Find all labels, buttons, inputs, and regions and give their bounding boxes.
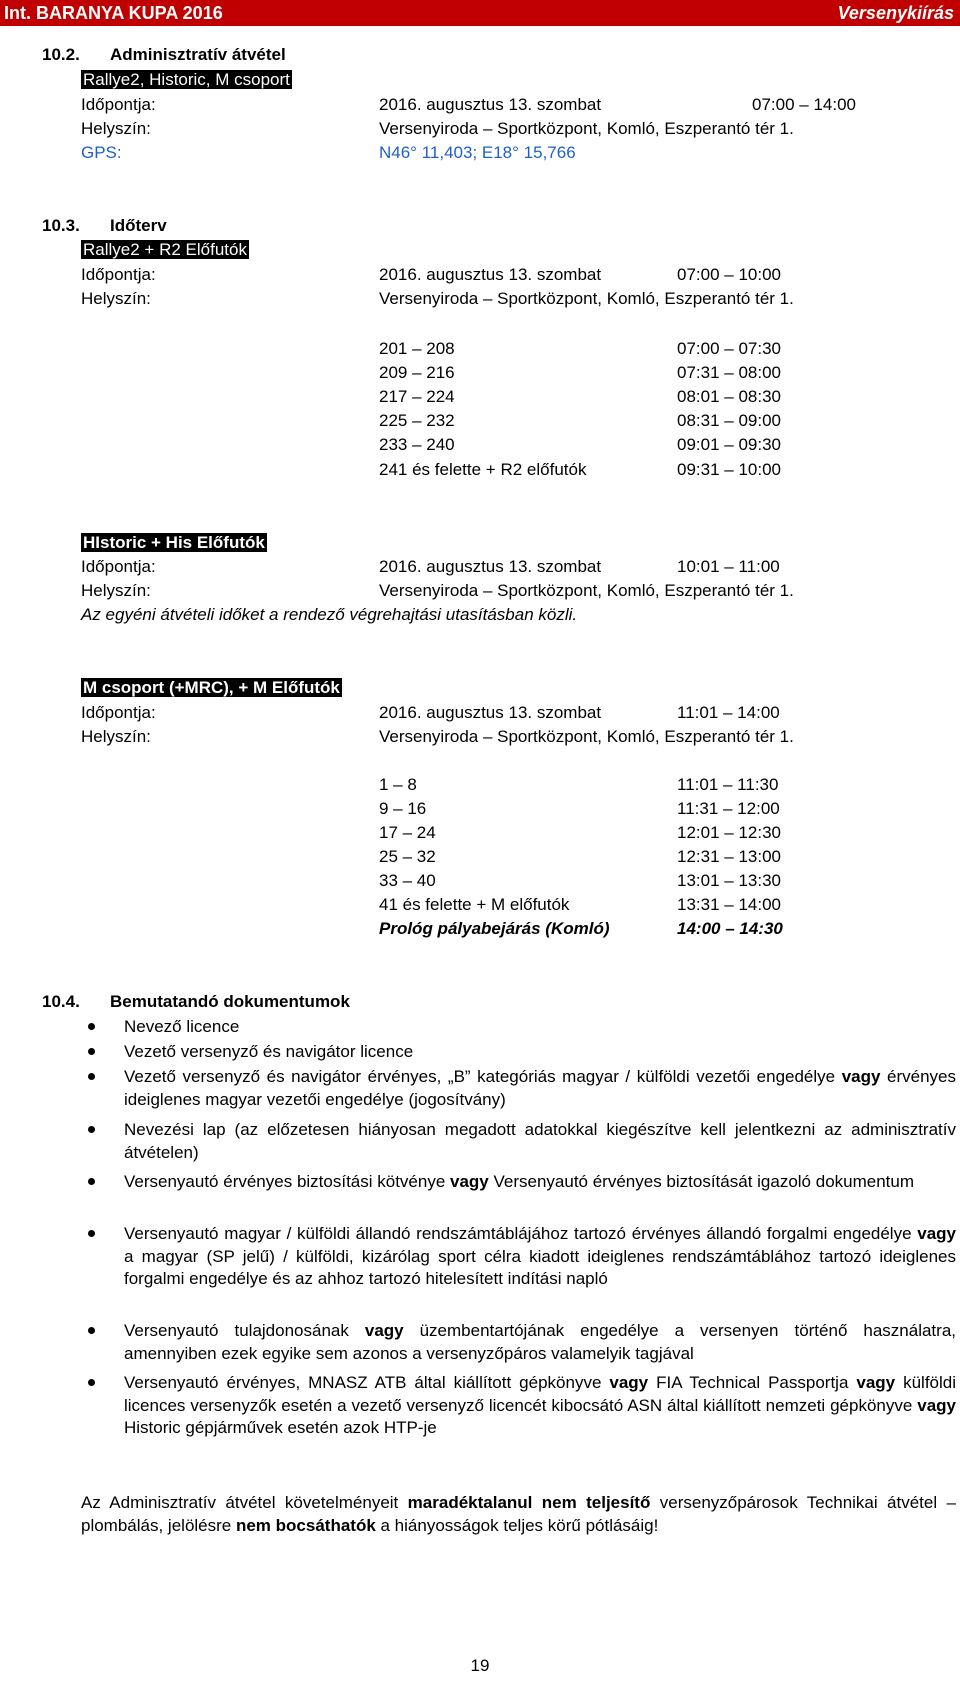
prolog-label: Prológ pályabejárás (Komló)	[379, 919, 610, 938]
schedule-time: 09:01 – 09:30	[677, 435, 781, 454]
place-value: Versenyiroda – Sportközpont, Komló, Eszperantó tér 1.	[379, 289, 794, 308]
group-title: Rallye2, Historic, M csoport	[83, 70, 290, 89]
schedule-range: 241 és felette + R2 előfutók	[379, 460, 587, 479]
schedule-range: 41 és felette + M előfutók	[379, 895, 570, 914]
schedule-range: 201 – 208	[379, 339, 455, 358]
place-value: Versenyiroda – Sportközpont, Komló, Eszperantó tér 1.	[379, 119, 794, 138]
bullet-icon	[88, 1073, 95, 1080]
place-label: Helyszín:	[81, 581, 151, 600]
date-label: Időpontja:	[81, 95, 156, 114]
section-title: Bemutatandó dokumentumok	[110, 992, 350, 1011]
schedule-range: 225 – 232	[379, 411, 455, 430]
place-label: Helyszín:	[81, 289, 151, 308]
schedule-time: 13:31 – 14:00	[677, 895, 781, 914]
time-value: 07:00 – 10:00	[677, 265, 781, 284]
place-value: Versenyiroda – Sportközpont, Komló, Eszperantó tér 1.	[379, 727, 794, 746]
schedule-time: 12:31 – 13:00	[677, 847, 781, 866]
schedule-time: 07:31 – 08:00	[677, 363, 781, 382]
section-number: 10.2.	[42, 45, 80, 64]
bullet-icon	[88, 1230, 95, 1237]
section-title: Időterv	[110, 216, 167, 235]
schedule-range: 1 – 8	[379, 775, 417, 794]
note-text: Az egyéni átvételi időket a rendező végrehajtási utasításban közli.	[81, 605, 578, 624]
date-value: 2016. augusztus 13. szombat	[379, 95, 602, 114]
document-item: Nevezési lap (az előzetesen hiányosan megadott adatokkal kiegészítve kell jelentkezni az adminisztratív átvételen)	[124, 1120, 956, 1162]
section-number: 10.4.	[42, 992, 80, 1011]
bullet-icon	[88, 1327, 95, 1334]
schedule-time: 07:00 – 07:30	[677, 339, 781, 358]
schedule-time: 12:01 – 12:30	[677, 823, 781, 842]
schedule-time: 08:01 – 08:30	[677, 387, 781, 406]
date-label: Időpontja:	[81, 557, 156, 576]
bullet-icon	[88, 1048, 95, 1055]
schedule-range: 17 – 24	[379, 823, 436, 842]
time-value: 10:01 – 11:00	[677, 557, 780, 576]
bullet-icon	[88, 1379, 95, 1386]
schedule-range: 209 – 216	[379, 363, 455, 382]
document-item: Versenyautó érvényes, MNASZ ATB által kiállított gépkönyve vagy FIA Technical Passportja vagy külföldi licences versenyzők esetén a vezető versenyző licencét kibocsátó ASN által kiállított nemzeti gépkönyve vagy Historic gépjárművek esetén azok HTP-je	[124, 1373, 957, 1437]
date-value: 2016. augusztus 13. szombat	[379, 557, 602, 576]
document-item: Versenyautó érvényes biztosítási kötvénye vagy Versenyautó érvényes biztosítását igazoló dokumentum	[124, 1172, 915, 1191]
schedule-range: 25 – 32	[379, 847, 436, 866]
time-value: 07:00 – 14:00	[752, 95, 856, 114]
bullet-icon	[88, 1178, 95, 1185]
page-number: 19	[470, 1656, 490, 1675]
date-value: 2016. augusztus 13. szombat	[379, 265, 602, 284]
date-label: Időpontja:	[81, 703, 156, 722]
section-title: Adminisztratív átvétel	[110, 45, 286, 64]
schedule-range: 233 – 240	[379, 435, 455, 454]
place-label: Helyszín:	[81, 119, 151, 138]
document-item: Vezető versenyző és navigátor érvényes, „B” kategóriás magyar / külföldi vezetői engedélye vagy érvényes ideiglenes magyar vezetői engedélye (jogosítvány)	[124, 1067, 957, 1109]
schedule-time: 13:01 – 13:30	[677, 871, 781, 890]
schedule-time: 09:31 – 10:00	[677, 460, 781, 479]
section-number: 10.3.	[42, 216, 80, 235]
schedule-time: 11:31 – 12:00	[677, 799, 780, 818]
closing-paragraph: Az Adminisztratív átvétel követelményeit maradéktalanul nem teljesítő versenyzőpárosok Technikai átvétel – plombálás, jelölésre nem bocsáthatók a hiányosságok teljes körű pótlásáig!	[81, 1493, 956, 1535]
document-item: Vezető versenyző és navigátor licence	[124, 1042, 414, 1061]
document-item: Versenyautó tulajdonosának vagy üzembentartójának engedélye a versenyen történő használatra, amennyiben ezek egyike sem azonos a versenyzőpáros valamelyik tagjával	[124, 1321, 956, 1363]
date-label: Időpontja:	[81, 265, 156, 284]
gps-value: N46° 11,403; E18° 15,766	[379, 143, 576, 162]
place-value: Versenyiroda – Sportközpont, Komló, Eszperantó tér 1.	[379, 581, 794, 600]
time-value: 11:01 – 14:00	[677, 703, 780, 722]
header-doc-type: Versenykiírás	[837, 3, 954, 23]
date-value: 2016. augusztus 13. szombat	[379, 703, 602, 722]
schedule-range: 9 – 16	[379, 799, 427, 818]
group-title: M csoport (+MRC), + M Előfutók	[83, 678, 340, 697]
bullet-icon	[88, 1023, 95, 1030]
group-title: HIstoric + His Előfutók	[83, 533, 265, 552]
place-label: Helyszín:	[81, 727, 151, 746]
schedule-time: 08:31 – 09:00	[677, 411, 781, 430]
prolog-time: 14:00 – 14:30	[677, 919, 783, 938]
document-item: Versenyautó magyar / külföldi állandó rendszámtáblájához tartozó érvényes állandó forgalmi engedélye vagy a magyar (SP jelű) / külföldi, kizárólag sport célra kiadott ideiglenes rendszámtáblához tartozó ideiglenes forgalmi engedélye és az ahhoz tartozó hitelesített indítási napló	[124, 1224, 956, 1288]
document-item: Nevező licence	[124, 1017, 240, 1036]
bullet-icon	[88, 1126, 95, 1133]
header-title: Int. BARANYA KUPA 2016	[4, 3, 223, 23]
header-bar	[0, 0, 960, 26]
group-title: Rallye2 + R2 Előfutók	[83, 240, 247, 259]
schedule-range: 33 – 40	[379, 871, 436, 890]
gps-label: GPS:	[81, 143, 122, 162]
schedule-time: 11:01 – 11:30	[677, 775, 779, 794]
schedule-range: 217 – 224	[379, 387, 455, 406]
